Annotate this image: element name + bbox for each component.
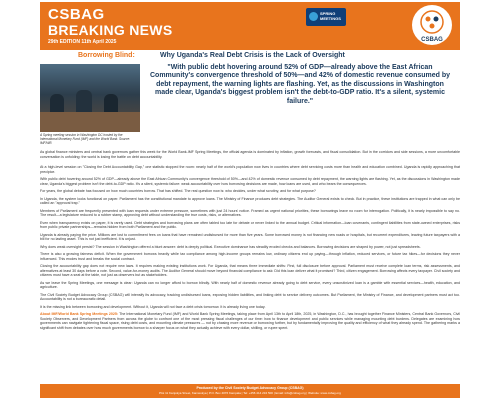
body-paragraph: The Civil Society Budget Advocacy Group (CSBAG) will intensify its advocacy, tracking undisbursed loans, exposing hidden liabilities, and linking debt to service delivery outcomes. But Parliament, the Ministry of Finance, and development partners must act too. Accountability is not a bureaucratic detail. bbox=[40, 292, 460, 301]
pull-quote: "With public debt hovering around 52% of GDP—already above the East African Community's convergence threshold of 50%—and 42% of domestic revenue consumed by debt repayment, the warning lights are flashing. Yet, as the discussions in Washington made clear, Uganda's biggest problem isn't the debt-to-GDP ratio. It's a silent, systemic failure." bbox=[150, 64, 451, 105]
body-paragraph: Even when transparency exists on paper, it is rarely used. Debt strategies and borrowing plans are often tabled too late for debate or never linked to the annual budget. Critical information—loan covenants, contingent liabilities from state-owned enterprises, risks from public private partnerships—remains hidden from both Parliament and the public. bbox=[40, 220, 460, 229]
footer-line1: Produced by the Civil Society Budget Advocacy Group (CSBAG) bbox=[196, 386, 304, 390]
csbag-logo-icon bbox=[412, 5, 452, 45]
footer-line2: Plot 11 Kanjokya Street, Kamwokya | P.O. Box 4076 Kampala | Tel: +256 414 234 500 | Email: info@csbag.org | Website: www.csbag.org bbox=[159, 391, 341, 395]
body-paragraph: Members of Parliament are frequently presented with loan requests under extreme pressure, sometimes with just 24 hours' notice. Framed as urgent national priorities, these borrowings leave no room for interrogation. Politically, it is nearly impossible to say no. The result—a legislature reduced to a rubber stamp, approving debt without understanding the true costs, risks, or alternatives. bbox=[40, 208, 460, 217]
body-paragraph: With public debt hovering around 52% of GDP—already above the East African Community's convergence threshold of 50%—and 42% of domestic revenue consumed by debt repayment, the warning lights are flashing. Yet, as the discussions in Washington made clear, Uganda's biggest problem isn't the debt-to-GDP ratio. It's a silent, systemic failure: weak accountability over how borrowing decisions are made, how loans are used, and who bears the consequences. bbox=[40, 177, 460, 186]
svg-text:CSBAG: CSBAG bbox=[421, 37, 443, 43]
brand-title: CSBAG bbox=[48, 6, 105, 23]
edition-date: 29th EDITION 11th April 2025 bbox=[48, 39, 117, 45]
csbag-logo bbox=[412, 5, 452, 45]
title-lead: Borrowing Blind: bbox=[78, 52, 135, 59]
breaking-news-title: BREAKING NEWS bbox=[48, 22, 173, 38]
meeting-photo bbox=[40, 64, 140, 132]
body-paragraph: There is also a growing fairness deficit. When the government borrows heavily while tax compliance among high-income groups remains low, ordinary citizens end up paying—through inflation, reduced services, or future tax hikes—for decisions they never influenced. This erodes trust and breaks the social contract. bbox=[40, 252, 460, 261]
intro-paragraph: As global finance ministers and central bank governors gather this week for the World Bank-IMF Spring Meetings, the official agenda is dominated by inflation, growth forecasts, and fiscal consolidation. But in the corridors and side sessions, a more uncomfortable conversation is unfolding: the world is losing the battle on debt accountability. bbox=[40, 150, 460, 159]
body-paragraph: For years, the global debate has focused on how much countries borrow. That has shifted. The real question now is: who decides, under what scrutiny, and for what purpose? bbox=[40, 189, 316, 193]
spring-meetings-logo: SPRING MEETINGS bbox=[306, 8, 346, 26]
body-paragraph: Why does weak oversight persist? The session in Washington offered a blunt answer: debt is deeply political. Executive dominance has steadily eroded checks and balances. Borrowing decisions are shaped by power, not just spreadsheets. bbox=[40, 244, 421, 249]
article-title bbox=[40, 51, 460, 63]
body-paragraph: Closing the accountability gap does not require new laws. It requires making existing institutions work. For Uganda, that means three immediate shifts: First, full disclosure before approval. Parliament must receive complete loan terms, risk assessments, and alternatives at least 30 days before a vote. Second, value-for-money audits. The Auditor General should move beyond financial compliance to ask: Did this loan deliver what it promised? Third, citizen engagement. Borrowing affects every taxpayer. Civil society and citizens must have a seat at the table, not just as observers but as stakeholders. bbox=[40, 264, 460, 277]
spring-meetings-mark-icon bbox=[309, 12, 318, 21]
body-paragraph: As we leave the Spring Meetings, one message is clear: Uganda can no longer afford to borrow blindly. With nearly half of domestic revenue already going to debt service, every unscrutinized loan is a gamble with essential services—health, education, and agriculture. bbox=[40, 280, 460, 289]
about-section bbox=[40, 312, 460, 330]
about-text: The International Monetary Fund (IMF) and World Bank Spring Meetings, taking place from April 13th to April 18th, 2025, in Washington, D.C., has brought together Finance Ministers, Central Bank Governors, Civil Society Observers, and Development Partners from across the globe to confront one of the most pressing fiscal challenges of our time: how to finance development and public services while managing mounting debt burdens. Delegates are examining how governments can navigate tightening fiscal space, rising debt costs, and mounting climate pressures — not by chasing more revenue or borrowing further, but by fundamentally improving the quality and efficiency of what they already spend. The gathering marks a significant shift from debates over how much governments borrow to a sharper focus on what they actually achieve with every dollar, shilling, or rupee spent. bbox=[40, 312, 460, 330]
body-paragraph: At a high-level session on "Closing the Debt Accountability Gap," one statistic stopped the room: nearly half of the world's population now lives in countries where debt servicing costs more than health and education combined. Uganda is rapidly approaching that precipice. bbox=[40, 165, 460, 174]
footer bbox=[40, 384, 460, 398]
article-body bbox=[40, 165, 460, 333]
body-paragraph: In Uganda, the system looks functional on paper. Parliament has the constitutional mandate to approve loans. The Ministry of Finance produces debt strategies. The Auditor General exists to check. But in practice, these institutions are trapped in what can only be called an "approval trap." bbox=[40, 196, 460, 205]
header-banner bbox=[40, 2, 460, 50]
body-paragraph: Uganda is already paying the price. Millions are lost to commitment fees on loans that have remained undisbursed for more than five years. Some borrowed money is not financing new roads or hospitals, but recurrent expenditures, leaving future taxpayers with a bill for no lasting asset. This is not just inefficient. It is unjust. bbox=[40, 232, 460, 241]
newsletter-page bbox=[40, 0, 460, 400]
title-rest: Why Uganda's Real Debt Crisis is the Lack of Oversight bbox=[160, 52, 345, 59]
body-paragraph: It is the missing link between borrowing and development. Without it, Uganda will not face a debt crisis tomorrow. It is already living one today. bbox=[40, 304, 266, 309]
about-lead: About IMF/World Bank Spring Meetings 2025: bbox=[40, 312, 119, 316]
photo-caption: A Spring meeting session in Washington DC hosted by the International Monetary Fund (IMF) and the World Bank. Source: IMF/WB bbox=[40, 133, 131, 145]
